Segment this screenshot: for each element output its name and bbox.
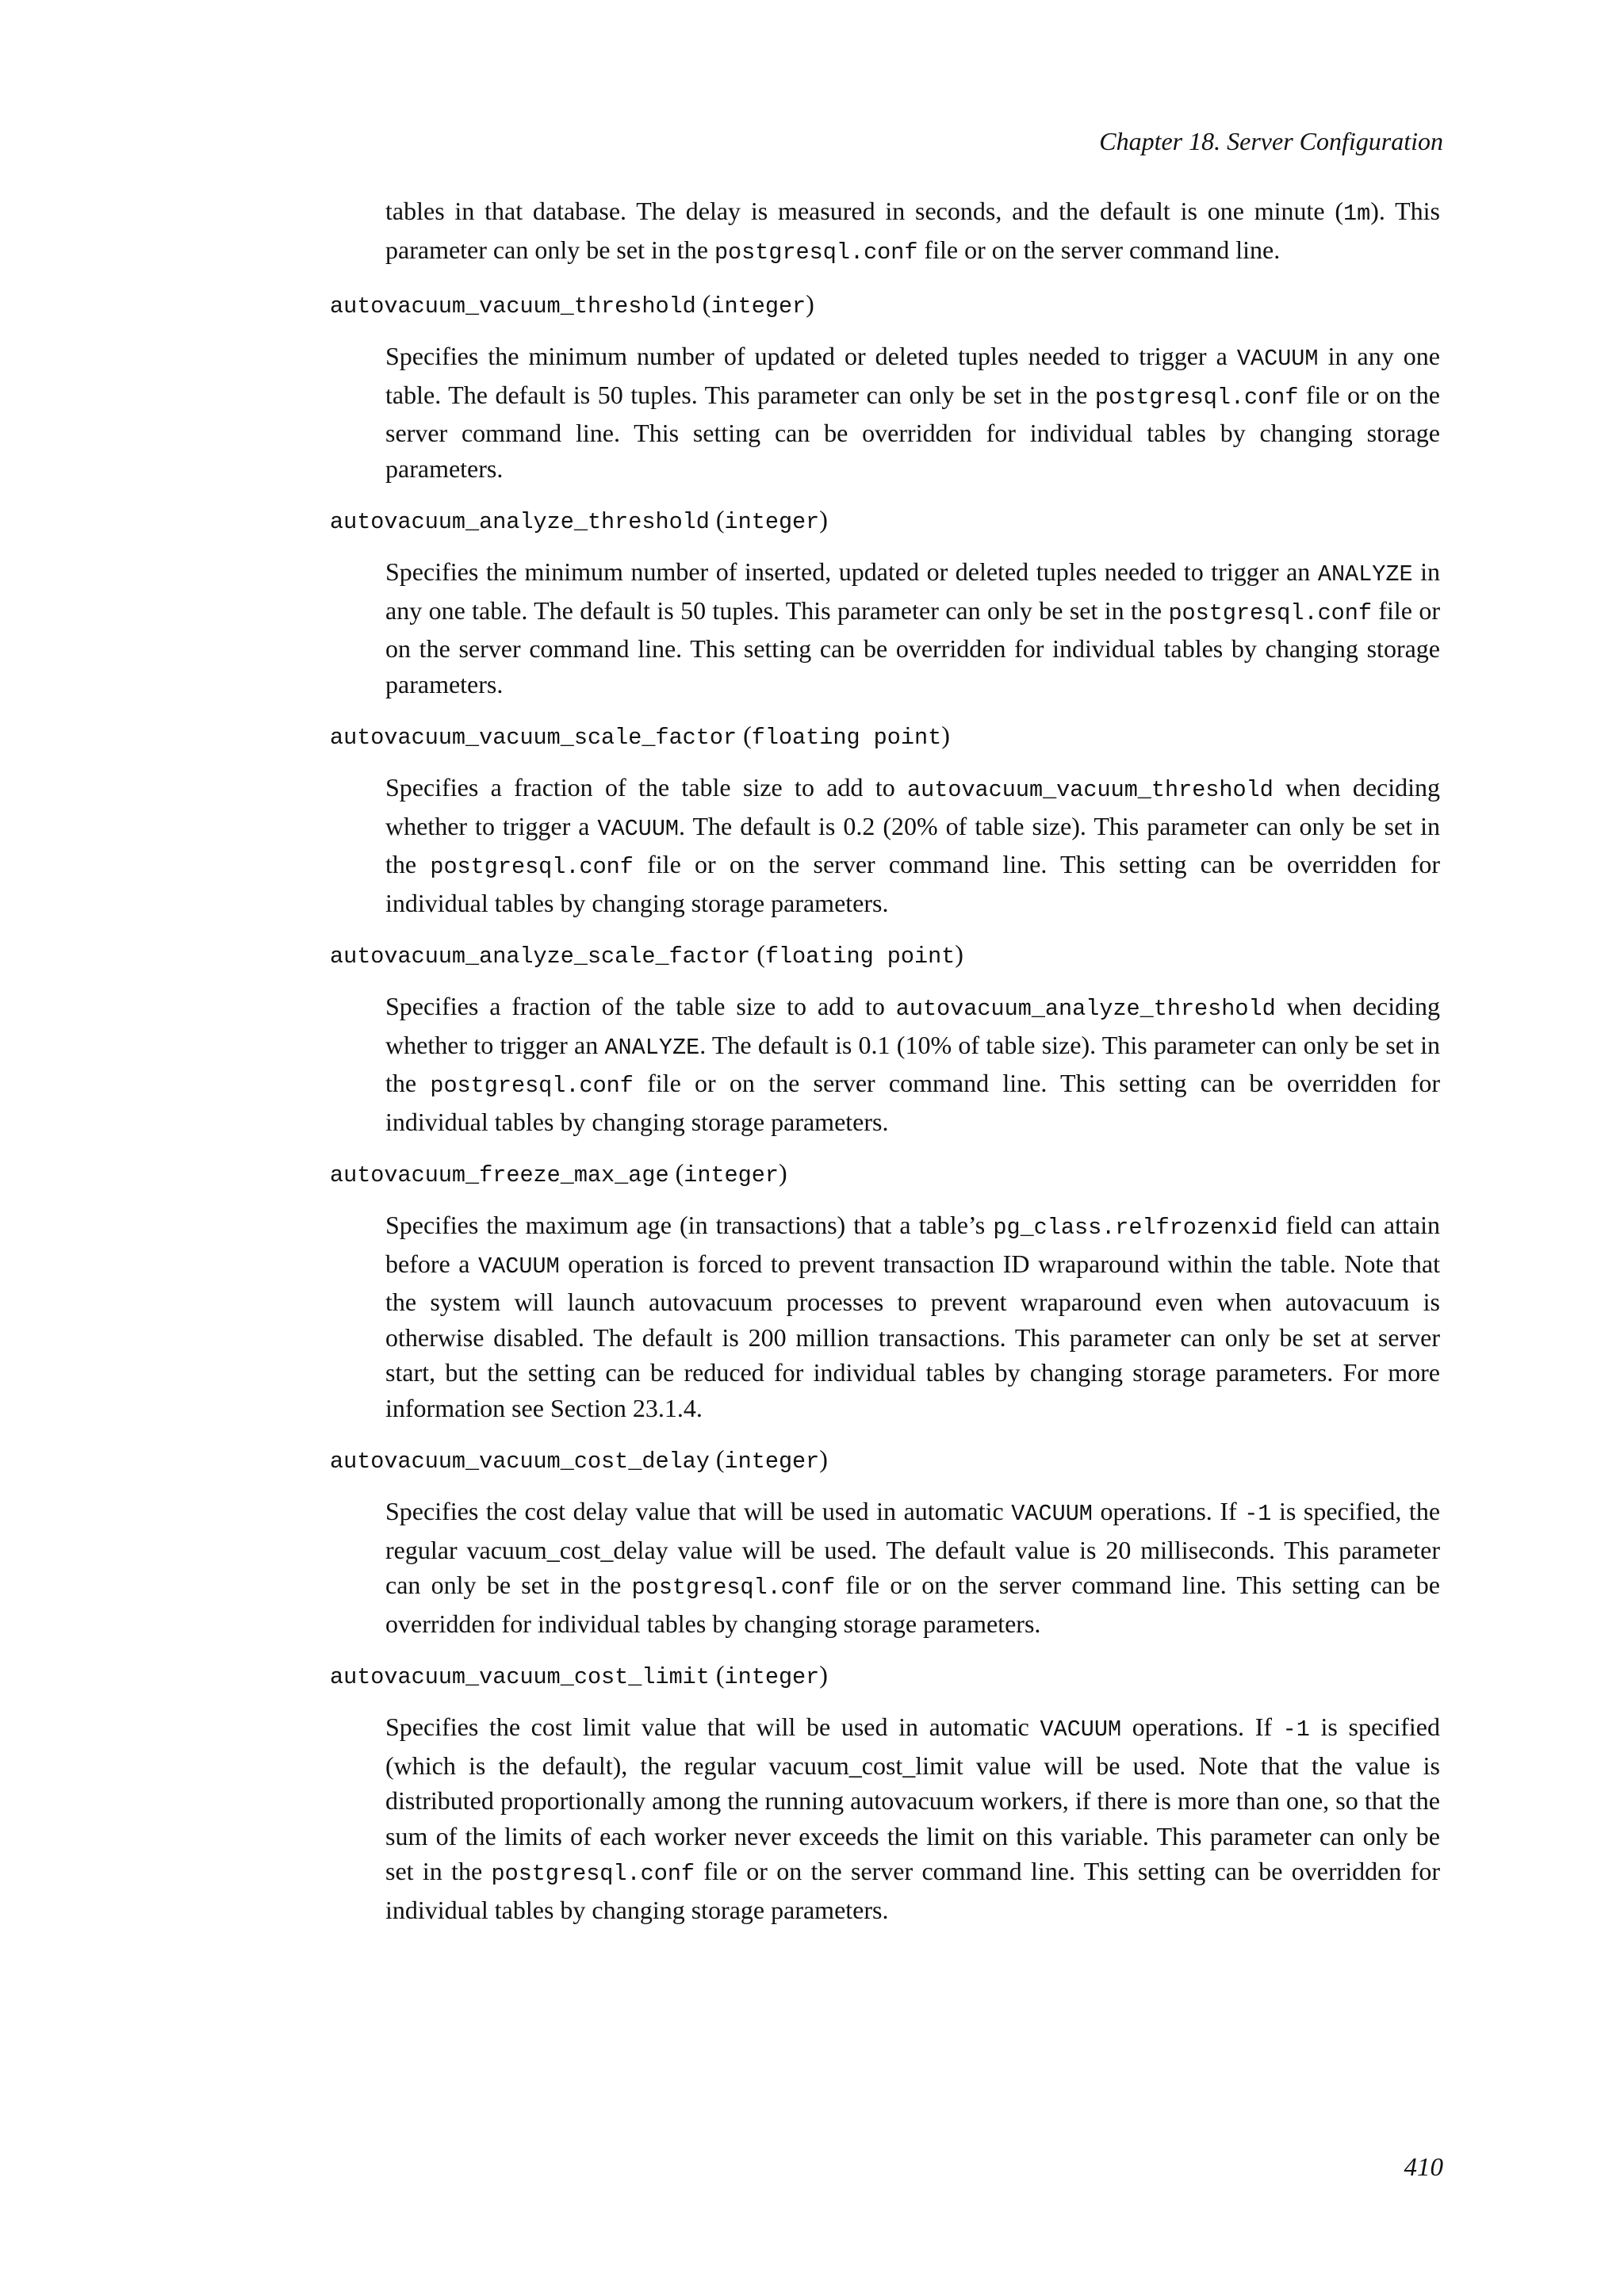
inline-code: ANALYZE — [604, 1034, 700, 1061]
page-number: 410 — [1404, 2153, 1443, 2182]
inline-code: VACUUM — [1011, 1501, 1093, 1527]
parameter-description: Specifies a fraction of the table size to add to autovacuum_vacuum_threshold when deciding whether to trigger a VACUUM. The default is 0.2 (20% of table size). This parameter can only be set in the postgresql.conf file or on the server command line. This setting can be overridden for individual tables by changing storage parameters. — [385, 773, 1441, 917]
parameter-name: autovacuum_vacuum_cost_limit — [330, 1664, 710, 1690]
parameter-type: integer — [684, 1162, 779, 1188]
parameter-term: autovacuum_vacuum_cost_delay (integer) — [330, 1445, 828, 1475]
parameter-description: Specifies the cost limit value that will be used in automatic VACUUM operations. If -1 is specified (which is the default), the regular vacuum_cost_limit value will be used. Note that the value is distributed proportionally among the running autovacuum workers, if there is more than one, so that the sum of the limits of each worker never exceeds the limit on this variable. This parameter can only be set in the postgresql.conf file or on the server command line. This setting can be overridden for individual tables by changing storage parameters. — [385, 1712, 1441, 1924]
inline-code: ANALYZE — [1317, 561, 1413, 587]
parameter-type: integer — [710, 293, 806, 320]
inline-code: -1 — [1282, 1716, 1310, 1743]
running-header: Chapter 18. Server Configuration — [1099, 127, 1443, 155]
parameter-term: autovacuum_vacuum_cost_limit (integer) — [330, 1660, 828, 1690]
page-body — [330, 193, 1440, 1943]
parameter-type: integer — [724, 1664, 820, 1690]
inline-code: postgresql.conf — [631, 1575, 836, 1601]
parameter-type: integer — [724, 1448, 820, 1475]
parameter-description: Specifies a fraction of the table size to add to autovacuum_analyze_threshold when deciding whether to trigger an ANALYZE. The default is 0.1 (10% of table size). This parameter can only be set in the postgresql.conf file or on the server command line. This setting can be overridden for individual tables by changing storage parameters. — [385, 992, 1441, 1136]
inline-code: postgresql.conf — [491, 1861, 695, 1887]
inline-code: postgresql.conf — [430, 1073, 634, 1099]
parameter-term: autovacuum_analyze_threshold (integer) — [330, 505, 828, 535]
parameter-description: Specifies the cost delay value that will be used in automatic VACUUM operations. If -1 is specified, the regular vacuum_cost_delay value will be used. The default value is 20 milliseconds. This parameter can only be set in the postgresql.conf file or on the server command line. This setting can be overridden for individual tables by changing storage parameters. — [385, 1497, 1441, 1638]
inline-code: postgresql.conf — [1168, 599, 1372, 626]
inline-code: VACUUM — [1040, 1716, 1122, 1743]
parameter-term: autovacuum_vacuum_scale_factor (floating point) — [330, 721, 950, 751]
inline-code: postgresql.conf — [430, 854, 634, 880]
parameter-name: autovacuum_vacuum_threshold — [330, 293, 696, 320]
inline-code: autovacuum_analyze_threshold — [895, 996, 1276, 1022]
inline-code: VACUUM — [1236, 346, 1319, 372]
inline-code: -1 — [1244, 1501, 1272, 1527]
parameter-type: floating point — [764, 943, 956, 970]
parameter-term: autovacuum_freeze_max_age (integer) — [330, 1158, 787, 1188]
inline-code: pg_class.relfrozenxid — [993, 1215, 1278, 1241]
parameter-term: autovacuum_analyze_scale_factor (floating point) — [330, 939, 963, 970]
inline-code: VACUUM — [478, 1253, 560, 1280]
inline-code: postgresql.conf — [714, 239, 918, 266]
parameter-type: floating point — [751, 725, 942, 751]
parameter-name: autovacuum_analyze_threshold — [330, 509, 710, 535]
parameter-name: autovacuum_vacuum_cost_delay — [330, 1448, 710, 1475]
parameter-type: integer — [724, 509, 820, 535]
inline-code: autovacuum_vacuum_threshold — [907, 777, 1274, 803]
inline-code: 1m — [1343, 201, 1371, 227]
parameter-description: Specifies the maximum age (in transactions) that a table’s pg_class.relfrozenxid field can attain before a VACUUM operation is forced to prevent transaction ID wraparound within the table. Note that the system will launch autovacuum processes to prevent wraparound even when autovacuum is otherwise disabled. The default is 200 million transactions. This parameter can only be set at server start, but the setting can be reduced for individual tables by changing storage parameters. For more information see Section 23.1.4. — [385, 1211, 1441, 1422]
inline-code: postgresql.conf — [1094, 384, 1299, 411]
intro-paragraph: tables in that database. The delay is measured in seconds, and the default is one minute (1m). This parameter can only be set in the postgresql.conf file or on the server command line. — [385, 197, 1441, 266]
parameter-term: autovacuum_vacuum_threshold (integer) — [330, 289, 814, 320]
inline-code: VACUUM — [597, 815, 680, 842]
parameter-description: Specifies the minimum number of updated or deleted tuples needed to trigger a VACUUM in any one table. The default is 50 tuples. This parameter can only be set in the postgresql.conf file or on the server command line. This setting can be overridden for individual tables by changing storage parameters. — [385, 342, 1441, 483]
parameter-name: autovacuum_vacuum_scale_factor — [330, 725, 737, 751]
parameter-name: autovacuum_analyze_scale_factor — [330, 943, 751, 970]
parameter-name: autovacuum_freeze_max_age — [330, 1162, 669, 1188]
parameter-description: Specifies the minimum number of inserted, updated or deleted tuples needed to trigger an ANALYZE in any one table. The default is 50 tuples. This parameter can only be set in the postgresql.conf file or on the server command line. This setting can be overridden for individual tables by changing storage parameters. — [385, 557, 1441, 698]
